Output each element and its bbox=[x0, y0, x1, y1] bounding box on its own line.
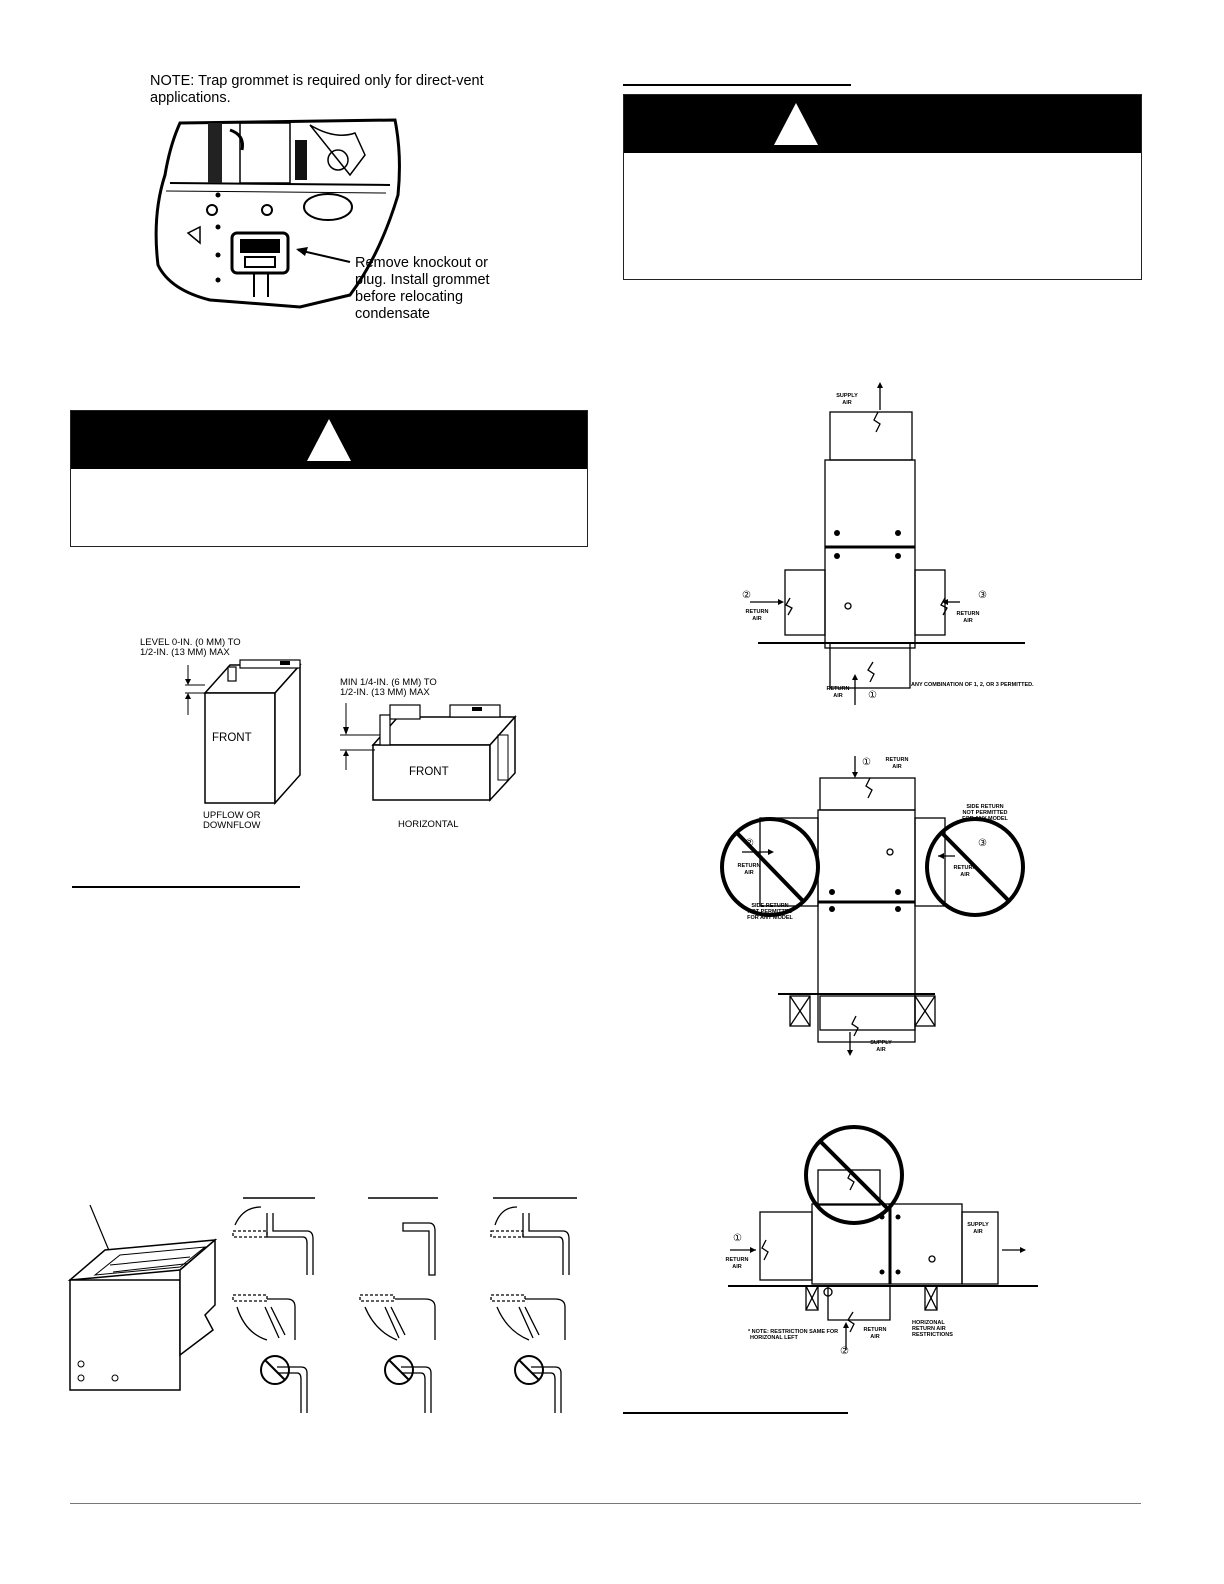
downflow-return-right-line1: RETURN bbox=[953, 865, 977, 871]
front-label-upflow: FRONT bbox=[212, 732, 252, 744]
upflow-return-right-line2: AIR bbox=[963, 618, 973, 624]
trap-note-line1: NOTE: Trap grommet is required only for direct-vent bbox=[150, 73, 484, 89]
warning-triangle-icon bbox=[307, 419, 351, 461]
downflow-marker-3: ③ bbox=[978, 838, 987, 849]
caption-upflow-line2: DOWNFLOW bbox=[203, 820, 261, 831]
tab-bending-grid bbox=[225, 1195, 585, 1420]
downflow-side-left-line1: SIDE RETURN bbox=[751, 903, 789, 909]
upflow-return-left-line1: RETURN bbox=[745, 609, 769, 615]
downflow-return-left-line1: RETURN bbox=[737, 863, 761, 869]
warning-box-right bbox=[623, 94, 1142, 280]
downflow-marker-1: ① bbox=[862, 757, 871, 768]
trap-callout-line4: condensate bbox=[355, 306, 430, 322]
footer-rule bbox=[70, 1503, 1141, 1504]
trap-callout-line1: Remove knockout or bbox=[355, 255, 488, 271]
upflow-marker-3: ③ bbox=[978, 590, 987, 601]
horizontal-restriction-line1: HORIZONAL bbox=[912, 1320, 945, 1326]
downflow-return-right-line2: AIR bbox=[960, 872, 970, 878]
cabinet-tab-illustration bbox=[65, 1195, 225, 1395]
horizontal-supply-line1: SUPPLY bbox=[967, 1222, 989, 1228]
horizontal-marker-2: ② bbox=[840, 1346, 849, 1357]
front-label-horizontal: FRONT bbox=[409, 766, 449, 778]
horizontal-restriction-line2: RETURN AIR bbox=[912, 1326, 946, 1332]
section-rule-right-top bbox=[623, 84, 851, 86]
horizontal-return-bottom-line2: AIR bbox=[870, 1334, 880, 1340]
upflow-return-diagram bbox=[740, 380, 1040, 705]
upflow-return-bottom-line2: AIR bbox=[833, 693, 843, 699]
downflow-marker-2: ② bbox=[745, 838, 754, 849]
upflow-marker-2: ② bbox=[742, 590, 751, 601]
downflow-side-right-line2: NOT PERMITTED bbox=[962, 810, 1008, 816]
horizontal-marker-1: ① bbox=[733, 1233, 742, 1244]
upflow-supply-line1: SUPPLY bbox=[836, 393, 858, 399]
section-rule-right-bottom bbox=[623, 1412, 848, 1414]
warning-banner bbox=[71, 411, 587, 469]
warning-triangle-icon bbox=[774, 103, 818, 145]
horizontal-spec-line2: 1/2-IN. (13 MM) MAX bbox=[340, 687, 430, 698]
upflow-combination-note: ANY COMBINATION OF 1, 2, OR 3 PERMITTED. bbox=[911, 682, 1034, 688]
upflow-return-left-line2: AIR bbox=[752, 616, 762, 622]
horizontal-supply-line2: AIR bbox=[973, 1229, 983, 1235]
caption-upflow-line1: UPFLOW OR bbox=[203, 810, 261, 821]
downflow-side-right-line1: SIDE RETURN bbox=[966, 804, 1004, 810]
horizontal-return-diagram bbox=[720, 1112, 1050, 1362]
horizontal-spec-line1: MIN 1/4-IN. (6 MM) TO bbox=[340, 677, 437, 688]
warning-box-left bbox=[70, 410, 588, 547]
downflow-side-left-line2: NOT PERMITTED bbox=[747, 909, 793, 915]
trap-callout-line2: plug. Install grommet bbox=[355, 272, 490, 288]
horizontal-return-bottom-line1: RETURN bbox=[863, 1327, 887, 1333]
section-rule-left bbox=[72, 886, 300, 888]
downflow-side-left-line3: FOR ANY MODEL bbox=[747, 915, 793, 921]
downflow-return-top-line1: RETURN bbox=[885, 757, 909, 763]
upflow-supply-line2: AIR bbox=[842, 400, 852, 406]
downflow-return-left-line2: AIR bbox=[744, 870, 754, 876]
trap-note-line2: applications. bbox=[150, 90, 231, 106]
downflow-supply-line1: SUPPLY bbox=[870, 1040, 892, 1046]
warning-banner-right bbox=[624, 95, 1141, 153]
downflow-supply-line2: AIR bbox=[876, 1047, 886, 1053]
upflow-return-right-line1: RETURN bbox=[956, 611, 980, 617]
horizontal-return-left-line2: AIR bbox=[732, 1264, 742, 1270]
horizontal-note-line1: * NOTE: RESTRICTION SAME FOR bbox=[748, 1329, 839, 1335]
horizontal-return-left-line1: RETURN bbox=[725, 1257, 749, 1263]
horizontal-note-line2: HORIZONAL LEFT bbox=[750, 1335, 798, 1341]
caption-horizontal: HORIZONTAL bbox=[398, 819, 459, 830]
downflow-return-top-line2: AIR bbox=[892, 764, 902, 770]
upflow-spec-line2: 1/2-IN. (13 MM) MAX bbox=[140, 647, 230, 658]
trap-callout-line3: before relocating bbox=[355, 289, 464, 305]
downflow-side-right-line3: FOR ANY MODEL bbox=[962, 816, 1008, 822]
upflow-spec-line1: LEVEL 0-IN. (0 MM) TO bbox=[140, 637, 241, 648]
horizontal-restriction-line3: RESTRICTIONS bbox=[912, 1332, 953, 1338]
upflow-marker-1: ① bbox=[868, 690, 877, 701]
upflow-return-bottom-line1: RETURN bbox=[826, 686, 850, 692]
